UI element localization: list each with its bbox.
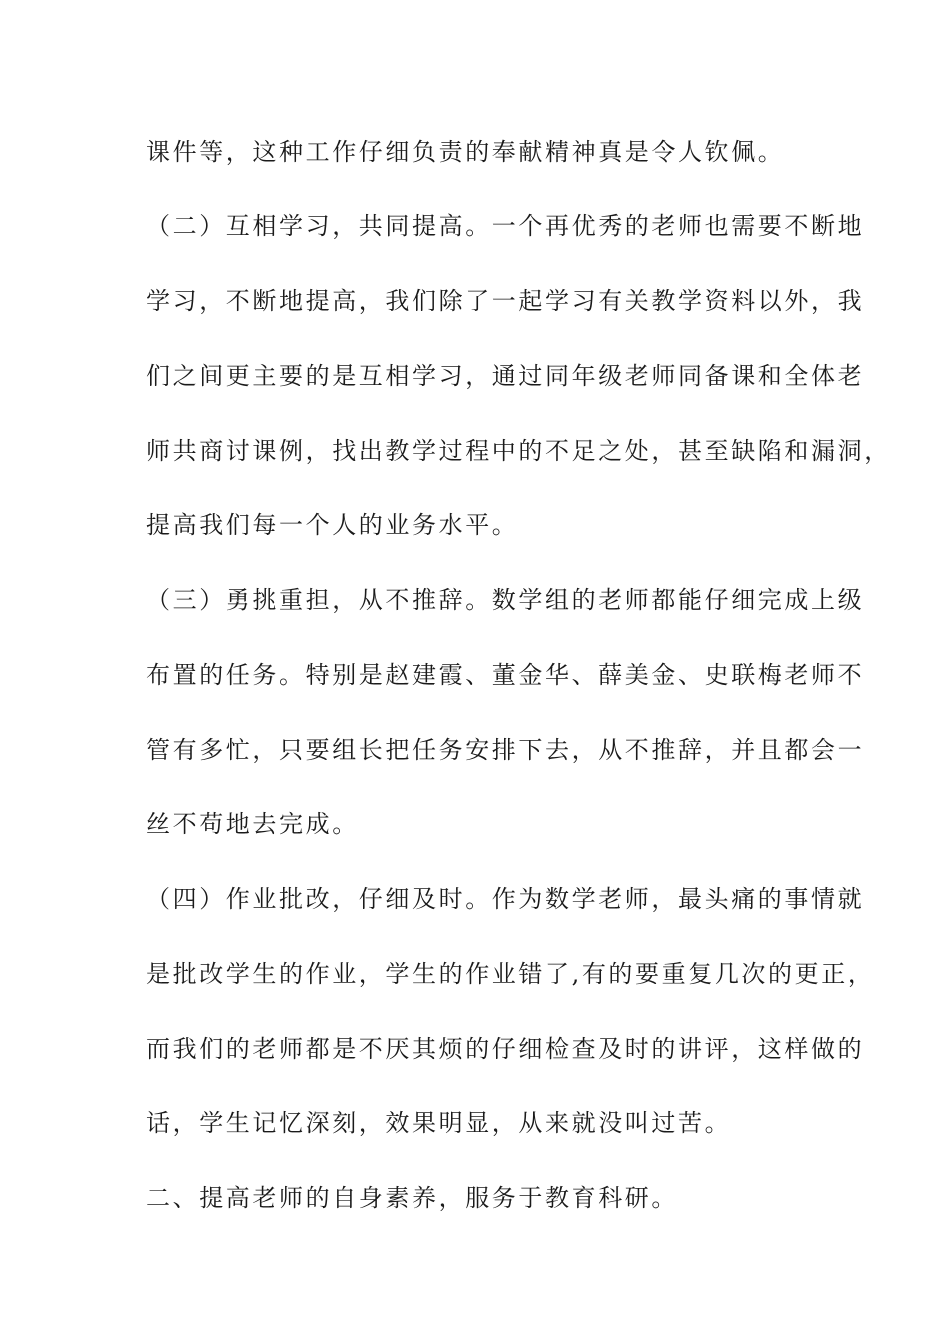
text-line: 师共商讨课例，找出教学过程中的不足之处，甚至缺陷和漏洞，	[146, 437, 891, 465]
text-line: 丝不苟地去完成。	[146, 810, 359, 838]
text-line: 话，学生记忆深刻，效果明显，从来就没叫过苦。	[146, 1109, 732, 1137]
text-line: 管有多忙，只要组长把任务安排下去，从不推辞，并且都会一	[146, 736, 865, 764]
text-line: 是批改学生的作业，学生的作业错了,有的要重复几次的更正，	[146, 960, 875, 988]
text-line: 课件等，这种工作仔细负责的奉献精神真是令人钦佩。	[146, 138, 785, 166]
text-line: 们之间更主要的是互相学习，通过同年级老师同备课和全体老	[146, 362, 865, 390]
text-line: （三）勇挑重担，从不推辞。数学组的老师都能仔细完成上级	[146, 586, 865, 614]
text-line: （四）作业批改，仔细及时。作为数学老师，最头痛的事情就	[146, 885, 865, 913]
text-line: 布置的任务。特别是赵建霞、董金华、薛美金、史联梅老师不	[146, 661, 865, 689]
text-line: 提高我们每一个人的业务水平。	[146, 511, 519, 539]
text-line: （二）互相学习，共同提高。一个再优秀的老师也需要不断地	[146, 212, 865, 240]
text-line: 而我们的老师都是不厌其烦的仔细检查及时的讲评，这样做的	[146, 1035, 865, 1063]
text-line: 学习，不断地提高，我们除了一起学习有关教学资料以外，我	[146, 287, 865, 315]
text-line: 二、提高老师的自身素养，服务于教育科研。	[146, 1184, 678, 1212]
